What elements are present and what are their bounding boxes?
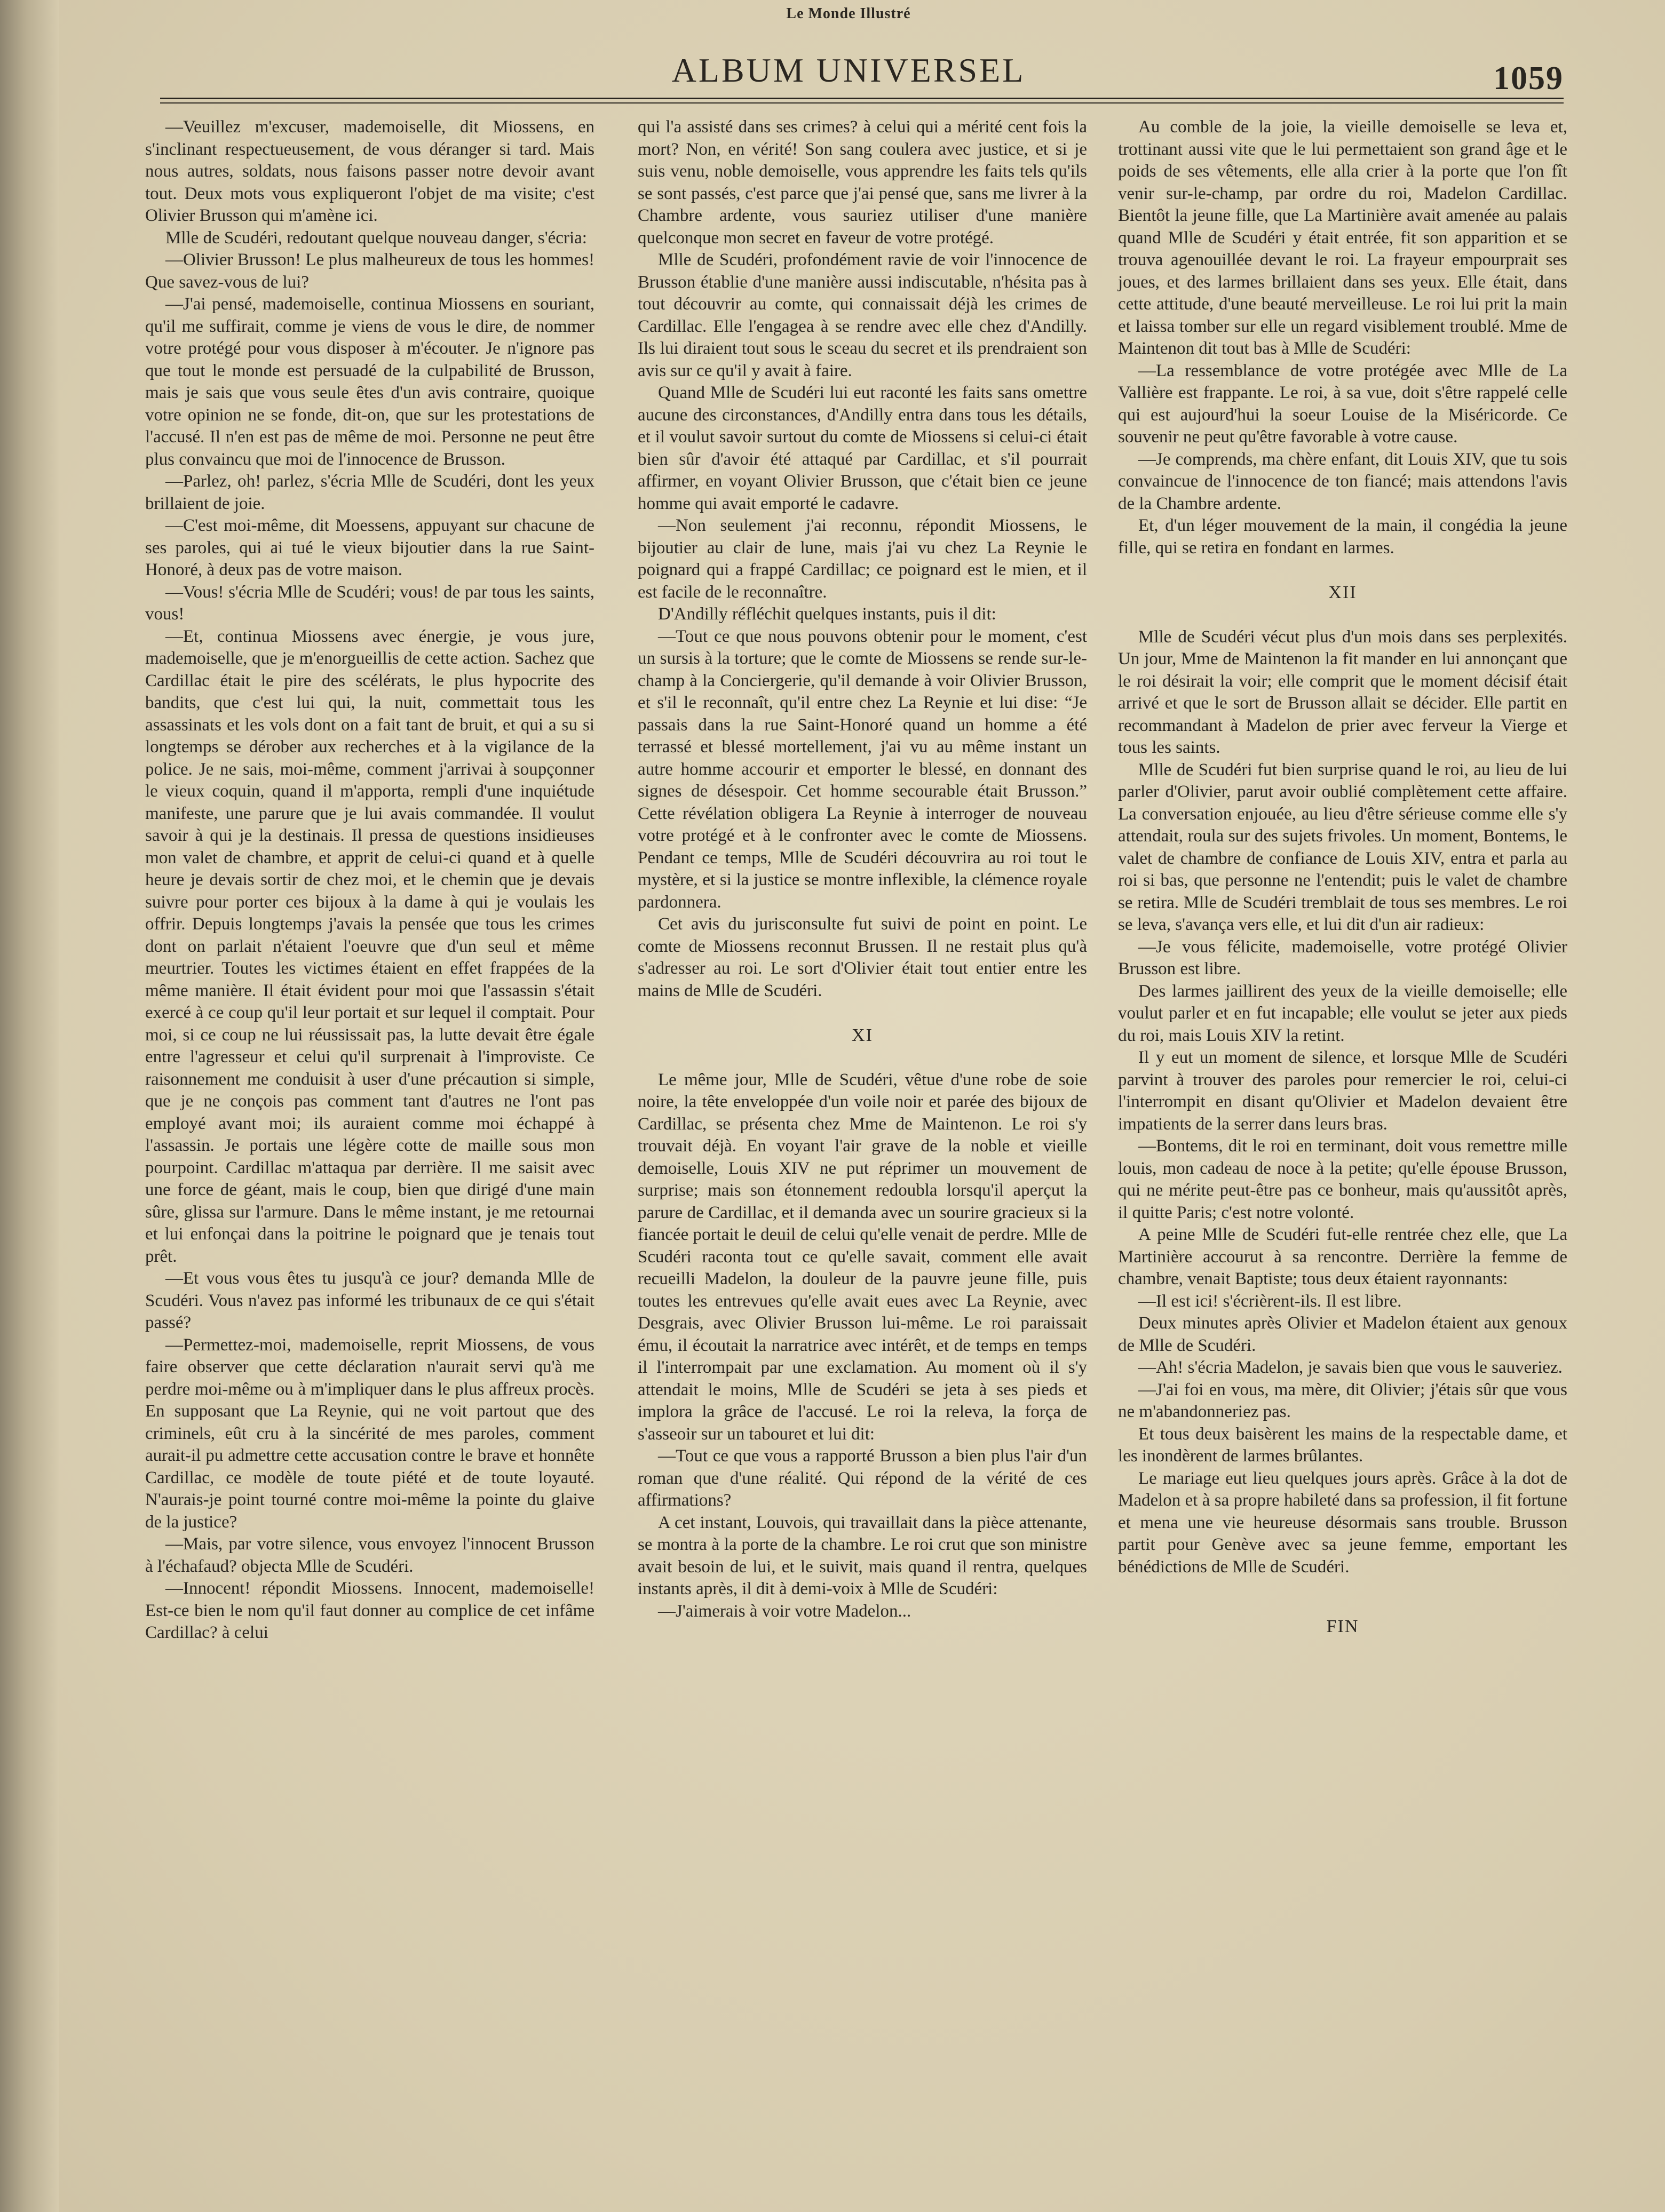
paragraph: —Veuillez m'excuser, mademoiselle, dit Miossens, en s'inclinant respectueusement, de vous déranger si tard. Mais nous autres, soldats, nous faisons passer notre devoir avant tout. Deux mots vous expliqueront l'objet de ma visite; c'est Olivier Brusson qui m'amène ici.: [145, 117, 594, 225]
paragraph: —J'ai foi en vous, ma mère, dit Olivier; j'étais sûr que vous ne m'abandonneriez pas.: [1118, 1380, 1567, 1421]
header-rule-thin: [160, 102, 1564, 104]
paragraph: qui l'a assisté dans ses crimes? à celui qui a mérité cent fois la mort? Non, en vérité! Son sang coulera avec justice, et si je suis venu, noble demoiselle, vous apprendre les faits tels qu'ils se sont passés, c'est parce que j'ai pensé que, sans me livrer à la Chambre ardente, vous sauriez utiliser d'une manière quelconque mon secret en faveur de votre protégé.: [638, 117, 1087, 248]
publication-title: ALBUM UNIVERSEL: [671, 51, 1026, 89]
paragraph: —Tout ce que nous pouvons obtenir pour le moment, c'est un sursis à la torture; que le comte de Miossens se rende sur-le-champ à la Conciergerie, qu'il demande à voir Olivier Brusson, et s'il le reconnaît, qu'il entre chez La Reynie et lui dise: “Je passais dans la rue Saint-Honoré quand un homme a été terrassé et blessé mortellement, j'ai vu au même instant un autre homme accourir et emporter le blessé, en donnant des signes de désespoir. Cet homme secourable était Brusson.” Cette révélation obligera La Reynie à interroger de nouveau votre protégé et à le confronter avec le comte de Miossens. Pendant ce temps, Mlle de Scudéri découvrira au roi tout le mystère, et si la justice se montre inflexible, la clémence royale pardonnera.: [638, 626, 1087, 912]
paragraph: —C'est moi-même, dit Moessens, appuyant sur chacune de ses paroles, qui ai tué le vieux bijoutier dans la rue Saint-Honoré, à deux pas de votre maison.: [145, 516, 594, 579]
text-column-3: [1118, 116, 1567, 1638]
paragraph: Et tous deux baisèrent les mains de la respectable dame, et les inondèrent de larmes brûlantes.: [1118, 1424, 1567, 1466]
text-column-1: [145, 116, 594, 1644]
end-mark: FIN: [1326, 1617, 1359, 1636]
paragraph: —Parlez, oh! parlez, s'écria Mlle de Scudéri, dont les yeux brillaient de joie.: [145, 472, 594, 513]
paragraph: —Je vous félicite, mademoiselle, votre protégé Olivier Brusson est libre.: [1118, 937, 1567, 978]
paragraph: D'Andilly réfléchit quelques instants, puis il dit:: [658, 604, 996, 624]
paragraph: —Et vous vous êtes tu jusqu'à ce jour? demanda Mlle de Scudéri. Vous n'avez pas informé les tribunaux de ce qui s'était passé?: [145, 1269, 594, 1332]
paragraph: Et, d'un léger mouvement de la main, il congédia la jeune fille, qui se retira en fondant en larmes.: [1118, 516, 1567, 558]
paragraph: Quand Mlle de Scudéri lui eut raconté les faits sans omettre aucune des circonstances, d'Andilly entra dans tous les détails, et il voulut savoir surtout du comte de Miossens si celui-ci était bien sûr d'avoir été attaqué par Cardillac, et s'il pourrait affirmer, en voyant Olivier Brusson, que c'était bien ce jeune homme qui avait emporté le cadavre.: [638, 383, 1087, 513]
header-rule: [160, 98, 1564, 99]
paragraph: Mlle de Scudéri, profondément ravie de voir l'innocence de Brusson établie d'une manière aussi indiscutable, n'hésita pas à tout découvrir au comte, qui connaissait déjà les crimes de Cardillac. Elle l'engagea à se rendre avec elle chez d'Andilly. Ils lui diraient tout sous le sceau du secret et ils prendraient son avis sur ce qu'il y avait à faire.: [638, 250, 1087, 380]
paragraph: —La ressemblance de votre protégée avec Mlle de La Vallière est frappante. Le roi, à sa vue, doit s'être rappelé celle qui est aujourd'hui la soeur Louise de la Miséricorde. Ce souvenir ne peut qu'être favorable à votre cause.: [1118, 361, 1567, 447]
section-heading: XI: [852, 1025, 873, 1045]
paragraph: —Permettez-moi, mademoiselle, reprit Miossens, de vous faire observer que cette déclaration n'aurait servi qu'à me perdre moi-même ou à m'impliquer dans le plus affreux procès. En supposant que La Reynie, qui ne voit partout que des criminels, eût cru à la sincérité de mes paroles, comment aurait-il pu admettre cette accusation contre le brave et honnête Cardillac, ce modèle de toute piété et de toute loyauté. N'aurais-je point tourné contre moi-même la pointe du glaive de la justice?: [145, 1335, 594, 1532]
paragraph: —Olivier Brusson! Le plus malheureux de tous les hommes! Que savez-vous de lui?: [145, 250, 594, 292]
paragraph: —Non seulement j'ai reconnu, répondit Miossens, le bijoutier au clair de lune, mais j'ai vu chez La Reynie le poignard qui a frappé Cardillac; ce poignard est le mien, et il est facile de le reconnaître.: [638, 516, 1087, 602]
paragraph: Le même jour, Mlle de Scudéri, vêtue d'une robe de soie noire, la tête enveloppée d'un voile noir et parée des bijoux de Cardillac, se présenta chez Mme de Maintenon. Le roi s'y trouvait déjà. En voyant l'air grave de la noble et vieille demoiselle, Louis XIV ne put réprimer un mouvement de surprise; mais son étonnement redoubla lorsqu'il aperçut la parure de Cardillac, et il demanda avec un sourire gracieux si la fiancée portait le deuil de celui qu'elle venait de perdre. Mlle de Scudéri raconta tout ce qu'elle savait, comment elle avait recueilli Madelon, la douleur de la pauvre jeune fille, puis toutes les entrevues qu'elle avait eues avec La Reynie, avec Desgrais, avec Olivier Brusson lui-même. Le roi paraissait ému, il écoutait la narratrice avec intérêt, et de temps en temps il l'interrompait par une exclamation. Au moment où il s'y attendait le moins, Mlle de Scudéri se jeta à ses pieds et implora la grâce de l'accusé. Le roi la releva, la força de s'asseoir sur un tabouret et lui dit:: [638, 1070, 1087, 1444]
paragraph: —Vous! s'écria Mlle de Scudéri; vous! de par tous les saints, vous!: [145, 582, 594, 624]
paragraph: Mlle de Scudéri fut bien surprise quand le roi, au lieu de lui parler d'Olivier, parut avoir oublié complètement cette affaire. La conversation enjouée, au lieu d'être sérieuse comme elle s'y attendait, roula sur des sujets frivoles. Un moment, Bontems, le valet de chambre de confiance de Louis XIV, entra et parla au roi si bas, que personne ne l'entendit; puis le valet de chambre se retira. Mlle de Scudéri tremblait de tous ses membres. Le roi se leva, s'avança vers elle, et lui dit d'un air radieux:: [1118, 760, 1567, 934]
paragraph: —Bontems, dit le roi en terminant, doit vous remettre mille louis, mon cadeau de noce à la petite; qu'elle épouse Brusson, qui ne mérite peut-être pas ce bonheur, mais qu'aussitôt après, il quitte Paris; c'est notre volonté.: [1118, 1136, 1567, 1222]
paragraph: Au comble de la joie, la vieille demoiselle se leva et, trottinant aussi vite que le lui permettaient son grand âge et le poids de ses vêtements, elle alla crier à la porte que l'on fît venir sur-le-champ, par ordre du roi, Madelon Cardillac. Bientôt la jeune fille, que La Martinière avait amenée au palais quand Mlle de Scudéri y était entrée, fit son apparition et se trouva agenouillée devant le roi. La frayeur empourprait ses joues, et des larmes brillaient dans ses yeux. Elle était, dans cette attitude, d'une beauté merveilleuse. Le roi lui prit la main et laissa tomber sur elle un regard visiblement troublé. Mme de Maintenon dit tout bas à Mlle de Scudéri:: [1118, 117, 1567, 358]
paragraph: Des larmes jaillirent des yeux de la vieille demoiselle; elle voulut parler et en fut incapable; elle voulut se jeter aux pieds du roi, mais Louis XIV la retint.: [1118, 981, 1567, 1045]
paragraph: Deux minutes après Olivier et Madelon étaient aux genoux de Mlle de Scudéri.: [1118, 1314, 1567, 1355]
paragraph: —Et, continua Miossens avec énergie, je vous jure, mademoiselle, que je m'enorgueillis de cette action. Sachez que Cardillac était le pire des scélérats, le plus hypocrite des bandits, que c'est lui qui, la nuit, commettait tous les assassinats et les vols dont on a fait tant de bruit, et qui a su si longtemps se dérober aux recherches et à la vigilance de la police. Je ne sais, moi-même, comment j'arrivai à soupçonner le vieux coquin, quand il m'apporta, rempli d'une inquiétude manifeste, une parure que je lui avais commandée. Il voulut savoir à qui je la destinais. Il pressa de questions insidieuses mon valet de chambre, et apprit de celui-ci quand et à quelle heure je devais sortir de chez moi, et le chemin que je devais suivre pour porter ces bijoux à la dame à qui je voulais les offrir. Depuis longtemps j'avais la pensée que tous les crimes dont on parlait n'étaient l'oeuvre que d'un seul et même meurtrier. Toutes les victimes étaient en effet frappées de la même manière. Il était évident pour moi que l'assassin s'était exercé à ce coup qu'il leur portait et sur lequel il comptait. Pour moi, si ce coup ne lui réussissait pas, la lutte devait être égale entre l'agresseur et celui qu'il surprenait à l'improviste. Ce raisonnement me conduisit à user d'une précaution si simple, que je ne conçois pas comment tant d'autres ne l'ont pas employé avant moi; ils auraient comme moi échappé à l'assassin. Je portais une légère cotte de maille sous mon pourpoint. Cardillac m'attaqua par derrière. Il me saisit avec une force de géant, mais le coup, bien que dirigé d'une main sûre, glissa sur l'armure. Dans le même instant, je me retournai et lui enfonçai dans la poitrine le poignard que je tenais tout prêt.: [145, 626, 594, 1266]
paragraph: —Tout ce que vous a rapporté Brusson a bien plus l'air d'un roman que d'une réalité. Qui répond de la vérité de ces affirmations?: [638, 1446, 1087, 1510]
paragraph: —Ah! s'écria Madelon, je savais bien que vous le sauveriez.: [1138, 1358, 1563, 1377]
page-number: 1059: [1493, 60, 1564, 97]
paragraph: Mlle de Scudéri, redoutant quelque nouveau danger, s'écria:: [165, 228, 587, 248]
text-column-2: [638, 116, 1087, 1622]
paragraph: A peine Mlle de Scudéri fut-elle rentrée chez elle, que La Martinière accourut à sa rencontre. Derrière la femme de chambre, venait Baptiste; tous deux étaient rayonnants:: [1118, 1225, 1567, 1288]
publication-subtitle: Le Monde Illustré: [786, 5, 911, 22]
section-heading: XII: [1328, 583, 1357, 602]
paragraph: —J'aimerais à voir votre Madelon...: [658, 1601, 911, 1621]
paragraph: —Il est ici! s'écrièrent-ils. Il est libre.: [1138, 1291, 1402, 1311]
paragraph: Il y eut un moment de silence, et lorsque Mlle de Scudéri parvint à trouver des paroles pour remercier le roi, celui-ci l'interrompit en disant qu'Olivier et Madelon devaient être impatients de la serrer dans leurs bras.: [1118, 1048, 1567, 1134]
paragraph: —Mais, par votre silence, vous envoyez l'innocent Brusson à l'échafaud? objecta Mlle de Scudéri.: [145, 1534, 594, 1576]
paragraph: Le mariage eut lieu quelques jours après. Grâce à la dot de Madelon et à sa propre habileté dans sa profession, il fit fortune et mena une vie heureuse désormais sans trouble. Brusson partit pour Genève avec sa jeune femme, emportant les bénédictions de Mlle de Scudéri.: [1118, 1468, 1567, 1577]
paragraph: Mlle de Scudéri vécut plus d'un mois dans ses perplexités. Un jour, Mme de Maintenon la fit mander en lui annonçant que le roi désirait la voir; elle comprit que le moment décisif était arrivé et que le sort de Brusson allait se décider. Elle partit en recommandant à Madelon de prier avec ferveur la Vierge et tous les saints.: [1118, 627, 1567, 757]
paragraph: —Innocent! répondit Miossens. Innocent, mademoiselle! Est-ce bien le nom qu'il faut donner au complice de cet infâme Cardillac? à celui: [145, 1579, 594, 1642]
binding-gutter: [0, 0, 59, 2212]
paragraph: Cet avis du jurisconsulte fut suivi de point en point. Le comte de Miossens reconnut Brussen. Il ne restait plus qu'à s'adresser au roi. Le sort d'Olivier était tout entier entre les mains de Mlle de Scudéri.: [638, 914, 1087, 1000]
paragraph: —Je comprends, ma chère enfant, dit Louis XIV, que tu sois convaincue de l'innocence de ton fiancé; mais attendons l'avis de la Chambre ardente.: [1118, 449, 1567, 513]
paragraph: A cet instant, Louvois, qui travaillait dans la pièce attenante, se montra à la porte de la chambre. Le roi crut que son ministre avait besoin de lui, et le suivit, mais quand il rentra, quelques instants après, il dit à demi-voix à Mlle de Scudéri:: [638, 1513, 1087, 1598]
paragraph: —J'ai pensé, mademoiselle, continua Miossens en souriant, qu'il me suffirait, comme je viens de vous le dire, de nommer votre protégé pour vous disposer à m'écouter. Je n'ignore pas que tout le monde est persuadé de la culpabilité de Brusson, mais je sais que vous seule êtes d'un avis contraire, quoique votre opinion ne se fonde, dit-on, que sur les protestations de l'accusé. Il n'en est pas de même de moi. Personne ne peut être plus convaincu que moi de l'innocence de Brusson.: [145, 295, 594, 469]
